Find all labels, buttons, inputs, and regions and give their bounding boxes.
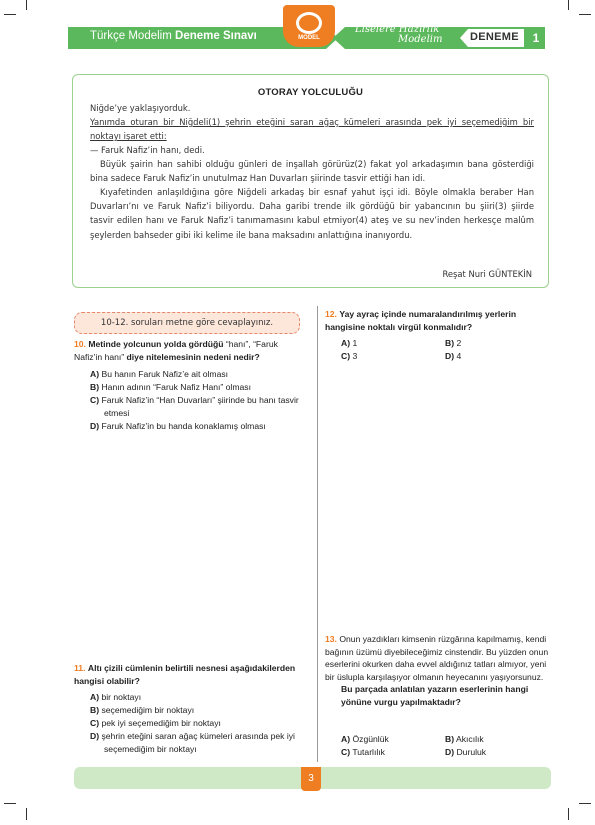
passage-title: OTORAY YOLCULUĞU xyxy=(257,87,364,98)
option-d[interactable]: D) 4 xyxy=(445,351,462,361)
option-b[interactable]: B) Hanın adının “Faruk Nafiz Hanı” olması xyxy=(90,382,251,392)
option-a[interactable]: A) 1 xyxy=(341,338,358,348)
question-11 xyxy=(74,662,304,687)
q12-options-right xyxy=(445,337,545,363)
option-c[interactable]: C) Tutarlılık xyxy=(341,747,385,757)
option-c[interactable]: C) pek iyi seçemediğim bir noktayı xyxy=(90,718,221,728)
header-script-bottom: Modelim xyxy=(398,34,443,45)
question-12 xyxy=(325,308,553,333)
crop-mark xyxy=(579,14,591,15)
option-b[interactable]: B) Akıcılık xyxy=(445,734,484,744)
q10-options xyxy=(90,368,305,433)
option-d[interactable]: D) Duruluk xyxy=(445,747,487,757)
option-c[interactable]: C) Faruk Nafiz’in “Han Duvarları” şiirinde bu hanı tasvir etmesi xyxy=(90,395,299,418)
question-number: 13. xyxy=(325,634,337,644)
option-a[interactable]: A) bir noktayı xyxy=(90,692,142,702)
passage-paragraph-5: Kıyafetinden anlaşıldığına göre Niğdeli arkadaş bir esnaf yahut işçi idi. Böyle olmakla beraber Han Duvarları’nı ve Faruk Nafiz’i biliyordu. Daha garibi trende ilk gördüğü bir yabancının bu şiiri(3) şiirde tasvir edilen hanı ve Faruk Nafiz’i tanımamasını kabul etmiyor(4) ateş ve su nev’inden herkesçe malûm şeylerden bahseder gibi iki kelime ile bana maksadını anlattığına inanıyordu. xyxy=(90,187,534,240)
passage-paragraph-1 xyxy=(90,101,534,115)
question-stem: Altı çizili cümlenin belirtili nesnesi aşağıdakilerden hangisi olabilir? xyxy=(74,663,296,686)
question-passage: Onun yazdıkları kimsenin rüzgârına kapılmamış, kendi bağının üzümü diyebileceğimiz cinstendir. Bu yüzden onun eserlerini okurken daha evvel aldığınız tatları almıyor, yeni bir üslupla karşılaşıyor olmanın heyecanını yaşıyorsunuz. xyxy=(325,634,549,682)
column-divider xyxy=(317,306,318,762)
crop-mark xyxy=(4,14,16,15)
option-b[interactable]: B) seçemediğim bir noktayı xyxy=(90,705,195,715)
option-a[interactable]: A) Bu hanın Faruk Nafiz’e ait olması xyxy=(90,369,229,379)
q13-options-right xyxy=(445,733,545,759)
instruction-text: 10-12. soruları metne göre cevaplayınız. xyxy=(100,318,274,328)
passage-paragraph-3: — Faruk Nafiz’in hanı, dedi. xyxy=(90,145,205,155)
passage-author: Reşat Nuri GÜNTEKİN xyxy=(442,269,532,279)
option-c[interactable]: C) 3 xyxy=(341,351,358,361)
question-stem: Yay ayraç içinde numaralandırılmış yerlerin hangisine noktalı virgül konmalıdır? xyxy=(325,309,517,332)
deneme-number: 1 xyxy=(532,31,540,45)
question-10 xyxy=(74,338,304,363)
deneme-label: DENEME xyxy=(470,31,519,43)
logo-text: MODEL xyxy=(298,35,320,41)
crop-mark xyxy=(568,0,569,10)
option-b[interactable]: B) 2 xyxy=(445,338,462,348)
question-stem: Metinde yolcunun yolda gördüğü xyxy=(88,339,224,349)
q12-options-left xyxy=(341,337,449,363)
crop-mark xyxy=(26,0,27,10)
question-number: 11. xyxy=(74,663,86,673)
question-stem: Bu parçada anlatılan yazarın eserlerinin hangi yönüne vurgu yapılmaktadır? xyxy=(341,684,529,707)
crop-mark xyxy=(579,803,591,804)
question-stem: diye nitelemesinin nedeni nedir? xyxy=(124,351,260,362)
header-script-top: Liselere Hazırlık xyxy=(355,24,440,35)
option-d[interactable]: D) Faruk Nafiz’in bu handa konaklamış olması xyxy=(90,421,266,431)
passage-underlined-sentence: Yanımda oturan bir Niğdeli(1) şehrin eteğini saran ağaç kümeleri arasında pek iyi seçemediğim bir noktayı işaret etti: xyxy=(90,117,534,142)
page-number: 3 xyxy=(301,767,321,791)
passage-paragraph-4: Büyük şairin han sahibi olduğu günleri de inşallah görürüz(2) fakat yol arkadaşımın bana gösterdiği bina sadece Faruk Nafiz’in unutulmaz Han Duvarları şiirinde tasvir ettiği han idi. xyxy=(90,159,534,184)
crop-mark xyxy=(4,803,16,804)
option-d[interactable]: D) şehrin eteğini saran ağaç kümeleri arasında pek iyi seçemediğim bir noktayı xyxy=(90,731,295,754)
exam-title: Türkçe Modelim Deneme Sınavı xyxy=(90,30,257,42)
question-number: 12. xyxy=(325,309,337,319)
question-stem-quote: “hanı”, “Faruk Nafiz’in hanı” xyxy=(74,339,278,362)
q13-options-left xyxy=(341,733,449,759)
crop-mark xyxy=(26,808,27,820)
passage-text: Niğde’ye yaklaşıyorduk. xyxy=(90,103,191,113)
q11-options xyxy=(90,691,305,756)
question-13 xyxy=(325,633,553,709)
option-a[interactable]: A) Özgünlük xyxy=(341,734,389,744)
crop-mark xyxy=(568,808,569,820)
question-number: 10. xyxy=(74,339,86,349)
logo-mark-icon xyxy=(296,12,322,34)
